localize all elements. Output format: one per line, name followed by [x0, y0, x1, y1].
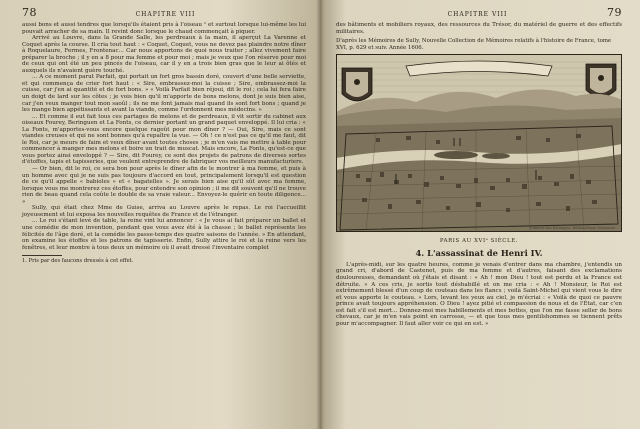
right-page [320, 0, 640, 429]
source-note: D'après les Mémoires de Sully, Nouvelle Collection de Mémoires relatifs à l'histoire de France, tome XVI, p. 629 et suiv. Année 1606. [336, 38, 612, 51]
paragraph: ... Le roi s'étant levé de table, la reine vint lui annoncer : « Je vous ai fait préparer un ballet et une comédie de mon invention, pendant que vous avez été à la chasse ; le ballet représente les félicités de l'âge doré, et la comédie les passe-temps des quatre saisons de l'année. » En attendant, on examine les étoffes et les patrons de tapisserie. Enfin, Sully attire le roi et la reine vers les fenêtres, et leur montre à tous deux un mémoire où il avait dressé l'inventaire complet [22, 218, 306, 251]
paragraph: ... A ce moment parut Parfait, qui portait un fort gros bassin doré, couvert d'une belle serviette, et qui commença de crier fort haut : « Sire, embrassez-moi la cuisse ; Sire, embrassez-moi la cuisse, car j'en ai quantité et de fort bons. » « Voilà Parfait bien réjoui, dit le roi ; cela lui fera faire un doigt de lard sur les côtes ; je vois bien qu'il m'apporte de bons melons, dont je suis bien aise, car j'en veux manger tout mon saoûl ; ils ne me font jamais mal quand ils sont fort bons ; quand je les mange bien appétissants et avant la viande, comme l'ordonnent mes médecins. » [22, 74, 306, 114]
section-heading: 4. L'assassinat de Henri IV. [415, 247, 543, 258]
paragraph: Sully, qui était chez Mme de Guise, arriva au Louvre après le repas. Le roi l'accueillit joyeusement et lui exposa les nouvelles requêtes de France et de l'étranger. [22, 205, 306, 218]
engraving-illustration [336, 54, 622, 232]
paragraph: — Or bien, dit le roi, ce sera bon pour après le dîner afin de le montrer à ma femme, et puis à un homme avec qui je ne suis pas toujours d'accord en tout, principalement lorsqu'il est question de ce qu'il appelle « babioles » et « bagatelles ». Je serais bien aise qu'il sût avec ma femme, lorsque vous me montrerez ces étoffes, pour entendre son opinion ; il me dit souvent qu'il ne trouve rien de beau quand cela coûte le double de sa vraie valeur... Envoyez-le quérir en toute diligence... » [22, 166, 306, 205]
paragraph: Arrivé au Louvre, dans la Grande Salle, les perdreaux à la main, il aperçut La Varenne et Coquet après la course. Il cria tout haut : « Coquet, Coquet, vous ne devez pas plaindre notre dîner à Roquelaure, Fermes, Frontenac... Car nous apportons de quoi nous traiter ; allez vivement faire préparer la broche ; il y en a 8 pour ma femme et pour moi ; mais je veux que l'on réserve pour moi de ceux qui ont été un peu pincés de l'oiseau, car il y en a trois bien gras que le leur ai ôtés et auxquels ils n'avaient guère touché. [22, 35, 306, 74]
plate-credit: Cabinet des Estampes. Bibliothèque Nationale. [529, 225, 616, 230]
footnote-rule [22, 255, 62, 256]
paragraph: des bâtiments et mobiliers royaux, des ressources du Trésor, du matériel de guerre et des effectifs militaires. [336, 22, 622, 35]
paragraph: L'après-midi, sur les quatre heures, comme je venais d'entrer dans ma chambre, j'entendis un grand cri, d'abord de Castenet, puis de ma femme et d'autres, faisant des exclamations douloureuses, demandant où j'étais et disant : « Ah ! mon Dieu ! tout est perdu et la France est détruite. » A ces cris, je sortis tout déshabillé et on me cria : « Ah ! Monsieur, le Roi est extrêmement blessé d'un coup de couteau dans les flancs ; voilà Saint-Michel qui vient vous le dire et vous apporte le couteau. » Lors, levant les yeux au ciel, je m'écriai : « Voilà de quoi ce pauvre prince avait toujours appréhension. O Dieu ! ayez pitié et compassion de nous et de l'État, car c'en est fait s'il est mort... Donnez-moi mes habillements et mes bottes, que l'on me fasse seller de bons chevaux, car je m'en vais point en carrosse, — et que tous mes gentilshommes se tiennent prêts pour m'accompagner. Il faut aller voir ce qui en est. » [336, 261, 622, 327]
right-coat-of-arms [586, 64, 616, 97]
left-body-text [22, 22, 306, 251]
right-page-number: 79 [606, 6, 622, 19]
footnote: 1. Pris par des faucons dressés à cet effet. [22, 258, 134, 265]
paragraph: ... Et comme il eut fait tous ces partages de melons et de perdreaux, il vit sortir du cabinet aux oiseaux Fourey, Beringuen et La Fonts, ce dernier portant un grand paquet enveloppé. Il lui cria : « La Fonts, m'apportes-vous encore quelque ragoût pour mon dîner ? — Oui, Sire, mais ce sont viandes creuses et qui ne sont bonnes qu'à repaître la vue. — Oh ! ce n'est pas ce qu'il me faut, dit le Roi, car je meurs de faim et veux dîner avant toutes choses ; je m'en vais me mettre à table pour commencer à manger mes melons et boire un trait de muscat. Mais encore, La Fonts, qu'est-ce que vous portez ainsi enveloppé ? — Sire, dit Fourey, ce sont des projets de patrons de diverses sortes d'étoffes, tapis et tapisseries, que veulent entreprendre de fabriquer vos meilleurs manufacturiers. [22, 113, 306, 166]
left-page-number: 78 [22, 6, 37, 19]
right-chapter-title: CHAPITRE VIII [447, 11, 508, 18]
right-running-head [336, 6, 622, 19]
left-coat-of-arms [342, 68, 372, 101]
left-running-head [22, 6, 306, 19]
book-gutter [316, 0, 324, 429]
right-intro-text [336, 22, 622, 35]
left-chapter-title: CHAPITRE VIII [135, 11, 196, 18]
paragraph: aussi bons et aussi tendres que lorsqu'ils étaient pris à l'oiseau ¹ et surtout lorsque lui-même les lui pouvait arracher de sa main. Il revint donc lorsque le chaud commençait à piquer. [22, 22, 306, 35]
plate-title: PARIS AU XVIᵉ SIÈCLE. [439, 237, 519, 244]
paris-engraving-image [336, 54, 622, 232]
right-body-text [336, 262, 622, 327]
